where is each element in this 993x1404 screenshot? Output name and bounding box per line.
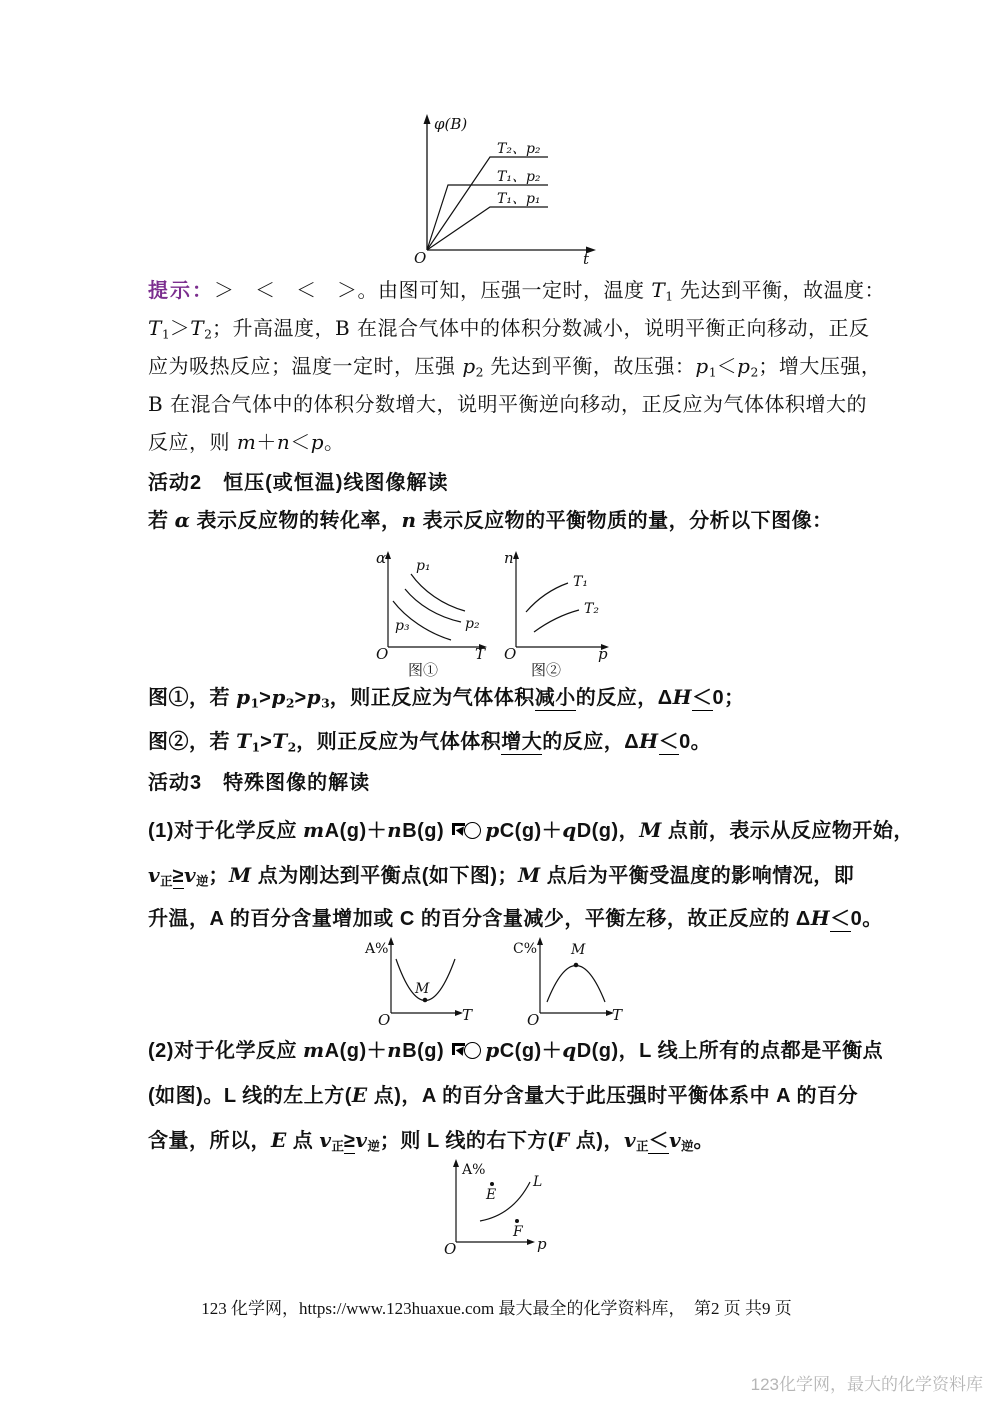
phi-b-vs-time-figure <box>375 106 625 271</box>
y-axis-arrow-icon <box>424 114 431 124</box>
point-M-label: M <box>415 981 430 997</box>
curve-label-T1: T₁ <box>573 574 588 590</box>
text-segment: 图①，若 <box>148 687 237 709</box>
x-axis-label: t <box>583 250 590 268</box>
curve-label-p1: p₁ <box>416 558 431 574</box>
activity3-heading: 活动3 特殊图像的解读 <box>148 772 371 794</box>
point2-line-2 <box>148 1082 864 1109</box>
text-segment: n <box>276 430 291 454</box>
figure-1-alpha-vs-T <box>368 549 513 679</box>
text-segment: D(g)，L 线上所有的点都是平衡点 <box>576 1040 884 1062</box>
text-segment: ≥ <box>343 1130 356 1152</box>
text-segment: ，则正反应为气体体积 <box>296 731 502 753</box>
point-M-dot <box>423 998 428 1003</box>
y-axis-label: φ(B) <box>434 115 468 133</box>
y-axis-label: C% <box>513 941 538 957</box>
text-segment: ＞ <box>169 316 191 340</box>
text-segment: 逆 <box>196 873 209 889</box>
text-segment: C(g)＋ <box>499 820 563 842</box>
text-segment: 1 <box>665 288 674 304</box>
text-segment: p <box>236 685 251 709</box>
text-segment: 正 <box>331 1138 344 1154</box>
curve-L-label: L <box>533 1174 543 1190</box>
origin-label: O <box>527 1011 540 1029</box>
curve-T1-p1 <box>427 207 548 250</box>
origin-label: O <box>414 249 427 267</box>
text-segment: T <box>148 316 162 340</box>
text-segment: α <box>174 508 191 532</box>
text-segment: A(g)＋ <box>324 1040 388 1062</box>
text-segment: ＜ <box>658 731 680 753</box>
text-segment: v <box>668 1128 682 1152</box>
text-segment: 应为吸热反应；温度一定时，压强 <box>148 354 463 378</box>
text-segment: 2 <box>287 739 297 755</box>
text-segment: 表示反应物的转化率， <box>190 510 402 532</box>
text-segment: p <box>485 1038 500 1062</box>
text-segment: M <box>229 863 252 887</box>
text-segment: ；则 L 线的右下方( <box>379 1130 556 1152</box>
y-axis-arrow-icon <box>513 551 519 559</box>
x-axis-arrow-icon <box>527 1239 535 1245</box>
hint-line-3 <box>148 353 882 385</box>
point-M-dot <box>574 963 579 968</box>
text-segment: B 在混合气体中的体积分数增大，说明平衡逆向移动，正反应为气体体积增大的 <box>148 392 868 416</box>
text-segment: n <box>401 508 417 532</box>
text-segment: F <box>555 1128 570 1152</box>
text-segment: 的反应，Δ <box>542 731 640 753</box>
point-E-label: E <box>486 1187 497 1203</box>
text-segment: B(g) <box>402 1040 451 1062</box>
text-segment: 表示反应物的平衡物质的量，分析以下图像： <box>416 510 833 532</box>
figure-A-percent-vs-p-L-line <box>438 1157 563 1269</box>
point2-line-3 <box>148 1127 864 1159</box>
text-segment: 点后为平衡受温度的影响情况，即 <box>540 865 855 887</box>
text-segment: ＋ <box>256 430 277 454</box>
text-segment: 2 <box>204 326 212 342</box>
origin-label: O <box>378 1011 391 1029</box>
text-segment: (1)对于化学反应 <box>148 820 303 842</box>
curve-label-T1-p1: T₁、p₁ <box>497 191 541 207</box>
text-segment: q <box>562 818 577 842</box>
text-segment: E <box>271 1128 287 1152</box>
hint-line-2 <box>148 315 870 347</box>
point-F-dot <box>515 1219 519 1223</box>
text-segment: p <box>462 354 476 378</box>
curve-label-T2-p2: T₂、p₂ <box>497 141 541 157</box>
text-segment: v <box>623 1128 637 1152</box>
site-watermark: 123化学网，最大的化学资料库 <box>750 1375 983 1394</box>
text-segment: 升温，A 的百分含量增加或 C 的百分含量减少，平衡左移，故正反应的 Δ <box>148 908 811 930</box>
text-segment: > <box>259 687 272 709</box>
text-segment: T <box>190 316 205 340</box>
x-axis-label: p <box>537 1235 547 1253</box>
text-segment: 含量，所以， <box>148 1130 271 1152</box>
y-axis-label: n <box>504 549 514 567</box>
y-axis-label: α <box>376 549 387 567</box>
text-segment: T <box>272 729 288 753</box>
text-segment: 2 <box>285 695 295 711</box>
text-segment: p <box>310 430 325 454</box>
text-segment: v <box>319 1128 332 1152</box>
text-segment: 减小 <box>534 687 576 709</box>
text-segment: m <box>303 1038 325 1062</box>
figure-1-conclusion-line <box>148 684 864 716</box>
figure-caption: 图① <box>408 662 439 679</box>
text-segment: 0。 <box>850 908 883 930</box>
text-segment: ； <box>208 865 230 887</box>
point2-line-1 <box>148 1037 884 1064</box>
text-segment: ＞ ＜ ＜ ＞。由图可知，压强一定时，温度 <box>214 278 652 302</box>
text-segment: A(g)＋ <box>324 820 388 842</box>
text-segment: 1 <box>251 739 261 755</box>
text-segment: 增大 <box>501 731 543 753</box>
y-axis-label: A% <box>462 1162 486 1178</box>
text-segment: v <box>184 863 197 887</box>
curve-label-T1-p2: T₁、p₂ <box>497 169 541 185</box>
curve-T2 <box>534 610 579 632</box>
text-segment: ＜ <box>290 430 311 454</box>
text-segment: 0。 <box>679 731 712 753</box>
text-segment: C(g)＋ <box>499 1040 563 1062</box>
equilibrium-symbol <box>452 820 483 841</box>
y-axis-arrow-icon <box>453 1159 459 1167</box>
point1-line-3 <box>148 905 883 932</box>
text-segment: H <box>639 729 659 753</box>
text-segment: H <box>810 906 831 930</box>
point-M-label: M <box>571 942 586 958</box>
text-segment: p <box>695 354 709 378</box>
text-segment: v <box>148 863 161 887</box>
y-axis-label: A% <box>365 941 389 957</box>
text-segment: 点前，表示从反应物开始， <box>661 820 914 842</box>
text-segment: D(g)， <box>576 820 640 842</box>
text-segment: ；增大压强， <box>758 354 882 378</box>
text-segment: M <box>639 818 662 842</box>
text-segment: 逆 <box>681 1138 694 1154</box>
text-segment: 正 <box>636 1138 649 1154</box>
curve-label-p3: p₃ <box>395 618 410 634</box>
text-segment: 先达到平衡，故压强： <box>483 354 696 378</box>
text-segment: 2 <box>750 364 759 380</box>
text-segment: ＜ <box>648 1130 669 1152</box>
hint-line-1 <box>148 277 885 309</box>
figure-A-percent-vs-T <box>358 937 483 1029</box>
text-segment: > <box>294 687 307 709</box>
y-axis-arrow-icon <box>388 937 394 945</box>
y-axis-arrow-icon <box>537 937 543 945</box>
text-segment: (2)对于化学反应 <box>148 1040 303 1062</box>
text-segment: 2 <box>475 364 484 380</box>
text-segment: 点)， <box>569 1130 624 1152</box>
text-segment: 若 <box>148 510 175 532</box>
text-segment: 先达到平衡，故温度： <box>673 278 885 302</box>
text-segment: 。 <box>693 1130 714 1152</box>
curve-label-T2: T₂ <box>584 601 599 617</box>
text-segment: E <box>351 1083 368 1107</box>
text-segment: ＜ <box>692 687 713 709</box>
text-segment: B(g) <box>402 820 451 842</box>
curve-T1 <box>526 583 568 612</box>
text-segment: ≥ <box>172 865 184 887</box>
figure-caption: 图② <box>531 662 562 679</box>
text-segment: q <box>562 1038 577 1062</box>
text-segment: 的反应，Δ <box>575 687 673 709</box>
curve-label-p2: p₂ <box>465 616 480 632</box>
origin-label: O <box>504 645 517 663</box>
activity2-heading: 活动2 恒压(或恒温)线图像解读 <box>148 472 449 494</box>
text-segment: p <box>737 354 751 378</box>
text-segment: ＜ <box>830 908 851 930</box>
hint-line-4 <box>148 391 868 417</box>
figure-2-n-vs-p <box>494 549 629 679</box>
point1-line-1 <box>148 817 914 844</box>
figure-C-percent-vs-T <box>502 937 632 1029</box>
x-axis-label: T <box>475 645 486 663</box>
text-segment: > <box>260 731 273 753</box>
point-F-label: F <box>513 1224 523 1240</box>
equilibrium-symbol <box>452 1040 483 1061</box>
text-segment: ＜ <box>716 354 738 378</box>
figure-2-conclusion-line <box>148 728 864 760</box>
text-segment: 1 <box>161 326 170 342</box>
text-segment: T <box>236 729 252 753</box>
point1-line-2 <box>148 862 864 894</box>
text-segment: 1 <box>250 695 260 711</box>
x-axis-label: T <box>462 1006 473 1024</box>
curve-p2 <box>405 589 461 622</box>
page-footer: 123 化学网，https://www.123huaxue.com 最大最全的化学资料库， 第2 页 共9 页 <box>201 1299 792 1318</box>
text-segment: 0； <box>712 687 745 709</box>
text-segment: 3 <box>321 695 330 711</box>
text-segment: 点为刚达到平衡点(如下图)； <box>251 865 519 887</box>
text-segment: ，则正反应为气体体积 <box>329 687 535 709</box>
text-segment: 图②，若 <box>148 731 237 753</box>
text-segment: 1 <box>708 364 717 380</box>
text-segment: T <box>651 278 666 302</box>
text-segment: p <box>271 685 286 709</box>
text-segment: (如图)。L 线的左上方( <box>148 1085 352 1107</box>
text-segment: m <box>303 818 325 842</box>
text-segment: 反应，则 <box>148 430 237 454</box>
curve-p1 <box>411 574 465 611</box>
alpha-intro-line <box>148 507 864 534</box>
origin-label: O <box>376 645 389 663</box>
text-segment: 。 <box>324 430 345 454</box>
text-segment: H <box>672 685 693 709</box>
text-segment: p <box>306 685 322 709</box>
text-segment: m <box>236 430 257 454</box>
text-segment: 点 <box>286 1130 320 1152</box>
text-segment: 逆 <box>367 1138 380 1154</box>
text-segment: 点)，A 的百分含量大于此压强时平衡体系中 A 的百分 <box>367 1085 858 1107</box>
origin-label: O <box>444 1240 457 1258</box>
x-axis-label: T <box>612 1006 623 1024</box>
text-segment: M <box>518 863 541 887</box>
text-segment: v <box>355 1128 368 1152</box>
text-segment: n <box>387 1038 403 1062</box>
curve-C-percent <box>547 966 605 1003</box>
x-axis-label: p <box>598 645 608 663</box>
text-segment: n <box>387 818 403 842</box>
text-segment: 正 <box>160 873 173 889</box>
hint-line-5 <box>148 429 864 455</box>
text-segment: 提示： <box>148 278 214 302</box>
text-segment: p <box>485 818 500 842</box>
text-segment: ；升高温度，B 在混合气体中的体积分数减小，说明平衡正向移动，正反 <box>211 316 870 340</box>
point-E-dot <box>490 1182 494 1186</box>
